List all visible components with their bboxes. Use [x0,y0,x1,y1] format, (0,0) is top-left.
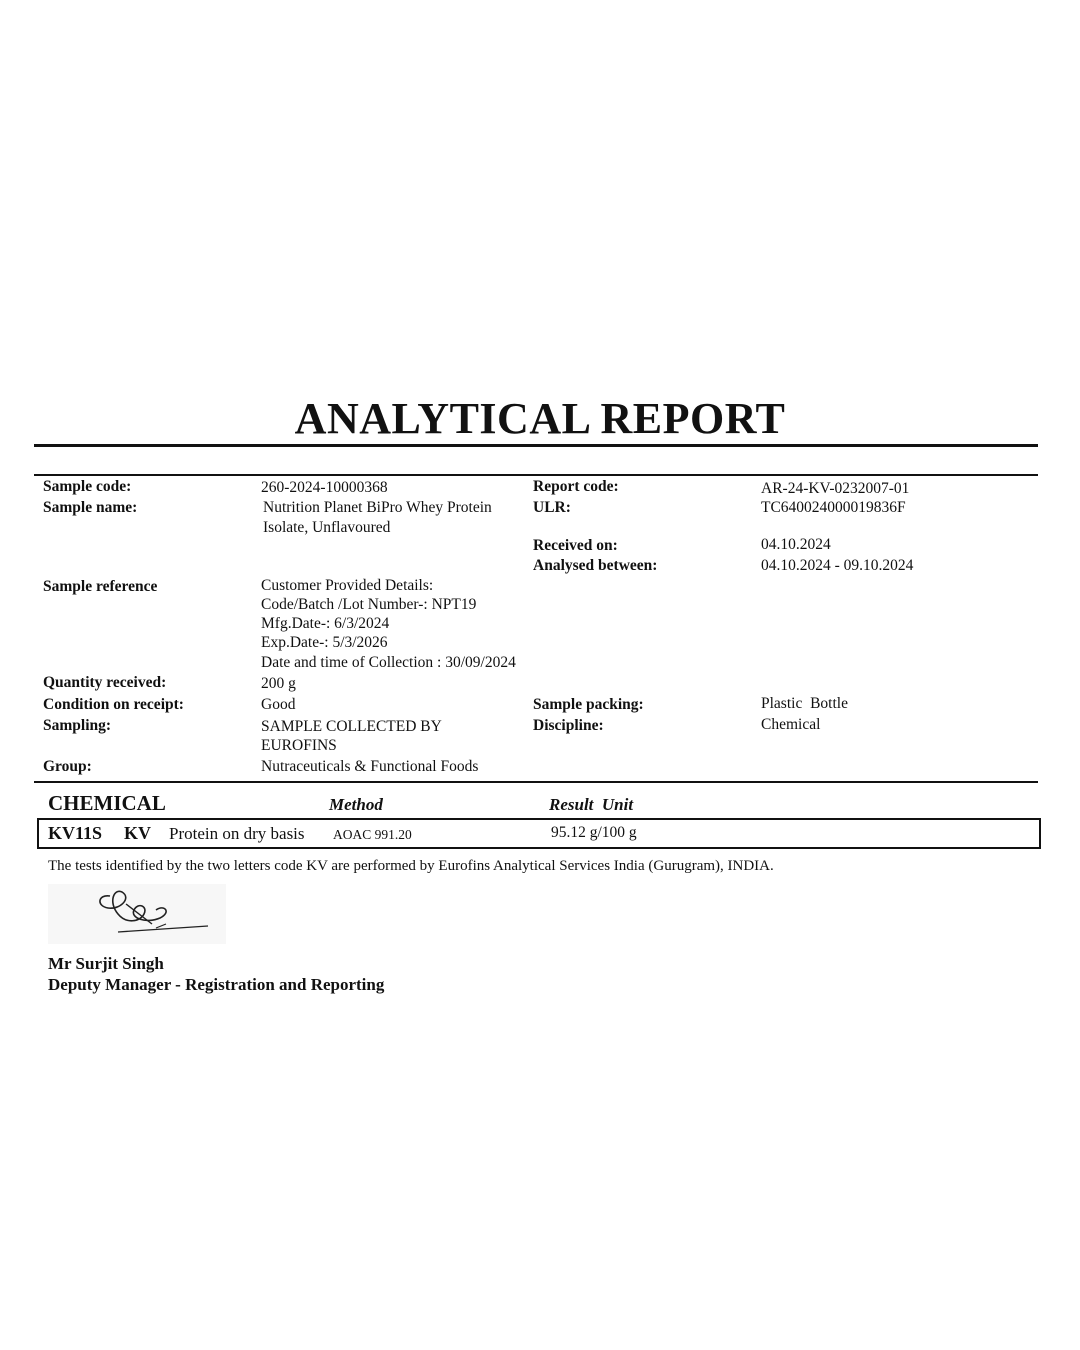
sample-name-label: Sample name: [43,499,138,516]
sample-reference-line1: Customer Provided Details: [261,577,434,594]
report-code-value: AR-24-KV-0232007-01 [761,480,910,497]
method-column-header: Method [329,795,383,814]
lab-code: KV [124,823,151,843]
sample-name-value-line1: Nutrition Planet BiPro Whey Protein [263,499,492,516]
sample-reference-line2: Code/Batch /Lot Number-: NPT19 [261,596,477,613]
quantity-received-label: Quantity received: [43,674,167,691]
test-code: KV11S [48,823,103,843]
sampling-value-line2: EUROFINS [261,737,337,754]
sample-reference-line3: Mfg.Date-: 6/3/2024 [261,615,390,632]
received-on-value: 04.10.2024 [761,536,831,553]
title-underline [34,444,1038,447]
sampling-label: Sampling: [43,717,112,734]
ulr-label: ULR: [533,499,571,516]
sample-reference-line5: Date and time of Collection : 30/09/2024 [261,654,516,671]
section-title-chemical: CHEMICAL [48,791,166,815]
header-bottom-rule [34,781,1038,783]
received-on-label: Received on: [533,537,618,554]
signatory-name: Mr Surjit Singh [48,954,164,973]
sample-reference-label: Sample reference [43,578,158,595]
signatory-position: Deputy Manager - Registration and Reporting [48,975,385,994]
signature-image [48,884,226,944]
result-unit-column-header: Result Unit [549,795,634,814]
sample-code-label: Sample code: [43,478,132,495]
sample-packing-value: Plastic Bottle [761,695,848,712]
condition-label: Condition on receipt: [43,696,184,713]
sampling-value-line1: SAMPLE COLLECTED BY [261,718,442,735]
condition-value: Good [261,696,296,713]
sample-name-value-line2: Isolate, Unflavoured [263,519,391,536]
analysed-between-label: Analysed between: [533,557,658,574]
header-top-rule [34,474,1038,476]
footnote: The tests identified by the two letters code KV are performed by Eurofins Analytical Services India (Gurugram), INDIA. [48,858,774,874]
sample-reference-line4: Exp.Date-: 5/3/2026 [261,634,388,651]
discipline-value: Chemical [761,716,821,733]
discipline-label: Discipline: [533,717,604,734]
report-code-label: Report code: [533,478,619,495]
group-label: Group: [43,758,92,775]
sample-packing-label: Sample packing: [533,696,644,713]
quantity-received-value: 200 g [261,675,296,692]
report-title: ANALYTICAL REPORT [294,394,786,443]
sample-code-value: 260-2024-10000368 [261,479,388,496]
group-value: Nutraceuticals & Functional Foods [261,758,479,775]
ulr-value: TC640024000019836F [761,499,906,516]
parameter-name: Protein on dry basis [169,824,305,843]
analysed-between-value: 04.10.2024 - 09.10.2024 [761,557,914,574]
method-value: AOAC 991.20 [333,827,412,842]
result-value: 95.12 g/100 g [551,824,637,841]
